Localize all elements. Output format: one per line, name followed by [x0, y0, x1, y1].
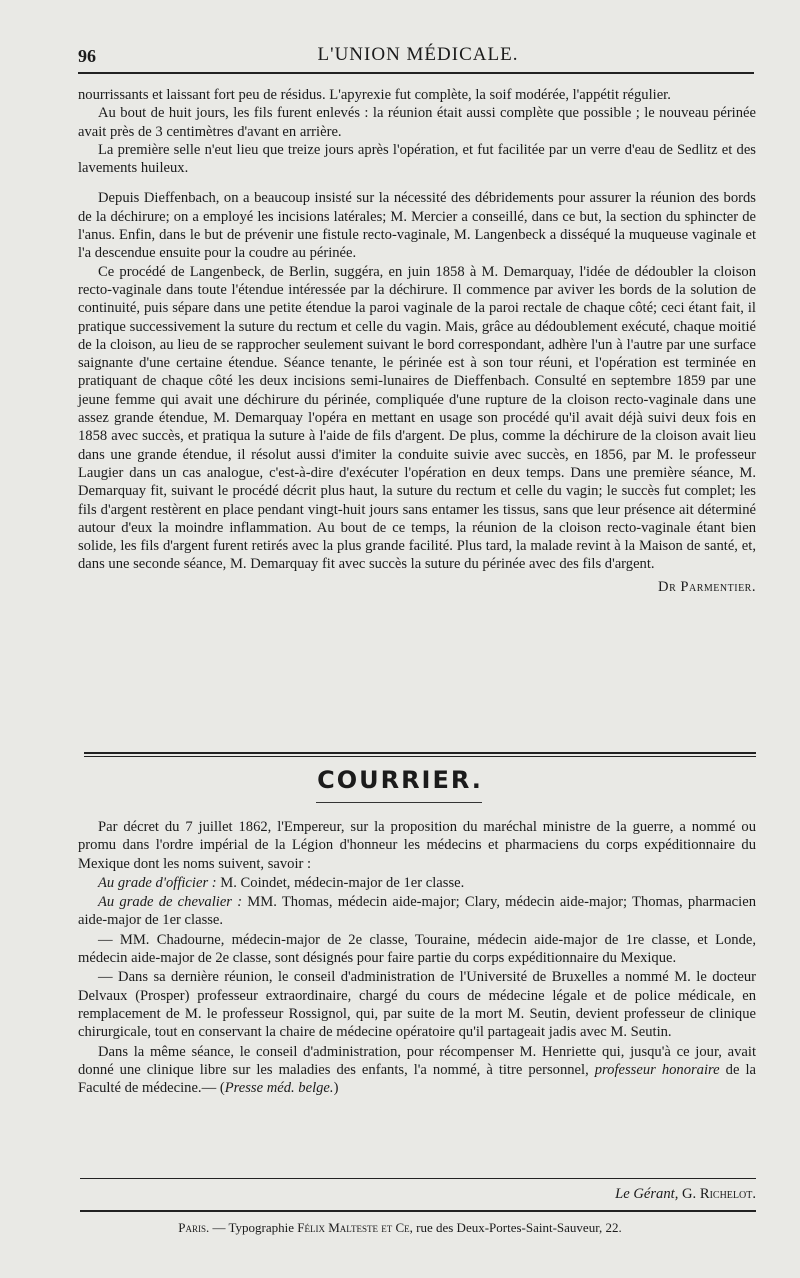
courrier-paragraph — [78, 1043, 756, 1098]
title-underline — [316, 802, 482, 803]
text-run: de la Faculté de médecine.— ( — [78, 1061, 756, 1097]
text-run: , rue des Deux-Portes-Saint-Sauveur, 22. — [409, 1220, 622, 1235]
courrier-body — [78, 818, 756, 1098]
article-body — [78, 86, 756, 596]
italic-title: professeur honoraire — [594, 1061, 720, 1078]
section-title: COURRIER. — [317, 766, 483, 794]
courrier-paragraph — [78, 874, 756, 892]
gerant-label: Le Gérant, — [615, 1186, 679, 1202]
gerant-line — [78, 1186, 756, 1203]
text-run: — Typographie — [209, 1220, 298, 1235]
courrier-paragraph: Par décret du 7 juillet 1862, l'Empereur, sur la proposition du maréchal ministre de la guerre, a nommé ou promu dans l'ordre impérial de la Légion d'honneur les médecins et pharmaciens du corps expéditionnaire du Mexique dont les noms suivent, savoir : — [78, 819, 756, 872]
article-paragraph: Ce procédé de Langenbeck, de Berlin, suggéra, en juin 1858 à M. Demarquay, l'idée de dédoubler la cloison recto-vaginale dans toute l'étendue intéressée par la déchirure. Il commence par aviver les bords de la solution de continuité, puis sépare dans une petite étendue la paroi vaginale de la paroi rectale de chaque côté; ceci étant fait, il pratique successivement la suture du rectum et celle du vagin. Mais, grâce au dédoublement exécuté, chaque moitié de la cloison, au lieu de se rapprocher seulement suivant le bord correspondant, adhère l'un à l'autre par une surface saignante d'une certaine étendue. Séance tenante, le périnée est à son tour réuni, et l'opération est terminée en pratiquant de chaque côté les deux incisions semi-lunaires de Dieffenbach. Consulté en septembre 1859 par une jeune femme qui avait une déchirure du périnée, compliquée d'une rupture de la cloison recto-vaginale dans une assez grande étendue, M. Demarquay l'opéra en mettant en usage son procédé qu'il avait déjà suivi deux fois en 1858 avec succès, et pratiqua la suture à l'aide de fils d'argent. De plus, comme la déchirure de la cloison avait lieu dans une grande étendue, il résolut aussi d'imiter la conduite suivie avec succès, en 1856, par M. le professeur Laugier dans un cas analogue, c'est-à-dire d'exécuter l'opération en deux temps. Dans une première séance, M. Demarquay fit, suivant le procédé décrit plus haut, la suture du rectum et celle du vagin; le succès fut complet; les fils d'argent restèrent en place pendant vingt-huit jours sans entamer les tissus, sans que leur présence ait déterminé autour d'eux la moindre inflammation. Au bout de ce temps, la réunion de la cloison recto-vaginale étant bien solide, les fils d'argent furent retirés avec la plus grande facilité. Plus tard, la malade revint à la Maison de santé, et, dans une seconde séance, M. Demarquay fit avec succès la suture du périnée avec des fils d'argent. — [78, 263, 756, 573]
imprint-city: Paris. — [178, 1220, 210, 1235]
section-divider — [84, 752, 756, 757]
header-rule — [78, 72, 754, 74]
grade-label: Au grade d'officier : — [98, 874, 217, 891]
article-paragraph: Depuis Dieffenbach, on a beaucoup insisté sur la nécessité des débridements pour assurer la réunion des bords de la déchirure; on a employé les incisions latérales; M. Mercier a conseillé, dans ce but, la section du sphincter de l'anus. Enfin, dans le but de prévenir une fistule recto-vaginale, M. Langenbeck a disséqué la muqueuse vaginale et l'a descendue ensuite pour la coudre au périnée. — [78, 190, 756, 262]
grade-text: MM. Thomas, médecin aide-major; Clary, médecin aide-major; Thomas, pharmacien aide-major de 1er classe. — [78, 894, 756, 929]
page-number: 96 — [78, 46, 96, 66]
courrier-paragraph: — Dans sa dernière réunion, le conseil d'administration de l'Université de Bruxelles a nommé M. le docteur Delvaux (Prosper) professeur extraordinaire, chargé du cours de médecine légale et de police médicale, en remplacement de M. le professeur Rossignol, qui, par suite de la mort M. Seutin, devient professeur de clinique chirurgicale, tout en conservant la chaire de médecine opératoire qu'il partageait jadis avec M. Seutin. — [78, 969, 756, 1041]
text-run: ) — [333, 1080, 339, 1097]
text-run: Dans la même séance, le conseil d'administration, pour récompenser M. Henriette qui, jusqu'à ce jour, avait donné une clinique libre sur les maladies des enfants, l'a nommé, à titre personnel, — [78, 1043, 756, 1078]
grade-label: Au grade de chevalier : — [98, 894, 243, 911]
courrier-paragraph — [78, 893, 756, 930]
imprint-printer: Félix Malteste et Ce — [297, 1220, 410, 1235]
imprint-line — [0, 1220, 800, 1236]
article-paragraph: La première selle n'eut lieu que treize jours après l'opération, et fut facilitée par un verre d'eau de Sedlitz et des lavements huileux. — [78, 141, 756, 177]
running-title: L'UNION MÉDICALE. — [317, 44, 519, 65]
footer-rule-bottom — [80, 1210, 756, 1212]
article-paragraph: nourrissants et laissant fort peu de résidus. L'apyrexie fut complète, la soif modérée, l'appétit régulier. — [78, 87, 671, 103]
source-citation: Presse méd. belge. — [224, 1080, 334, 1097]
page-header — [78, 42, 758, 70]
grade-text: M. Coindet, médecin-major de 1er classe. — [216, 874, 465, 891]
article-paragraph: Au bout de huit jours, les fils furent enlevés : la réunion était aussi complète que possible ; le nouveau périnée avait près de 3 centimètres d'avant en arrière. — [78, 105, 756, 140]
courrier-paragraph: — MM. Chadourne, médecin-major de 2e classe, Touraine, médecin aide-major de 1re classe, et Londe, médecin aide-major de 2e classe, sont désignés pour faire partie du corps expéditionnaire du Mexique. — [78, 931, 756, 967]
footer-rule-top — [80, 1178, 756, 1179]
gerant-name: G. Richelot. — [678, 1186, 756, 1202]
article-signature: Dr Parmentier. — [658, 578, 756, 595]
